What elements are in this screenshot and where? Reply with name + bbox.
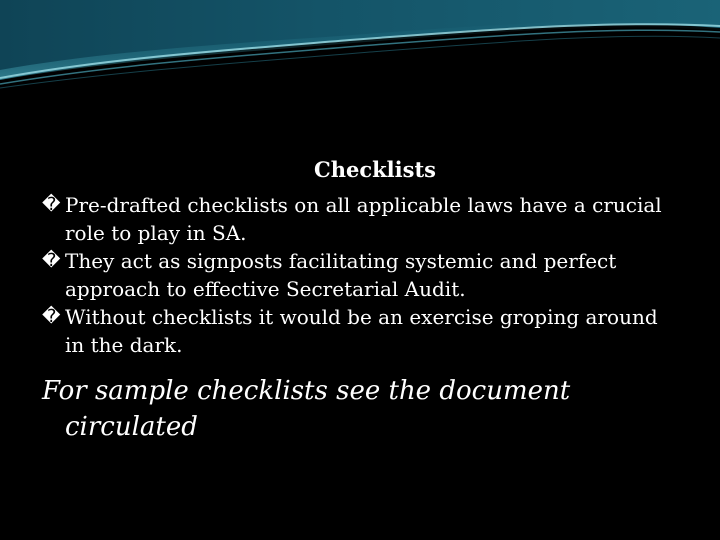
bullet-text: Without checklists it would be an exercise groping around in the dark. (65, 305, 658, 357)
bullet-text: They act as signposts facilitating systemic and perfect approach to effective Secretarial Audit. (65, 249, 617, 301)
bullet-marker-icon: � (42, 250, 61, 271)
bullet-item (42, 191, 682, 247)
bullet-marker-icon: � (42, 306, 61, 327)
bullet-text: Pre-drafted checklists on all applicable laws have a crucial role to play in SA. (65, 193, 662, 245)
bullet-item (42, 303, 682, 359)
sample-checklists-note: For sample checklists see the document circulated (42, 376, 571, 442)
bullet-item (42, 247, 682, 303)
header-wave-decoration (0, 0, 720, 90)
bullet-list (42, 191, 682, 359)
slide-content (42, 155, 682, 445)
bullet-marker-icon: � (42, 194, 61, 215)
slide-title: Checklists (314, 157, 436, 182)
